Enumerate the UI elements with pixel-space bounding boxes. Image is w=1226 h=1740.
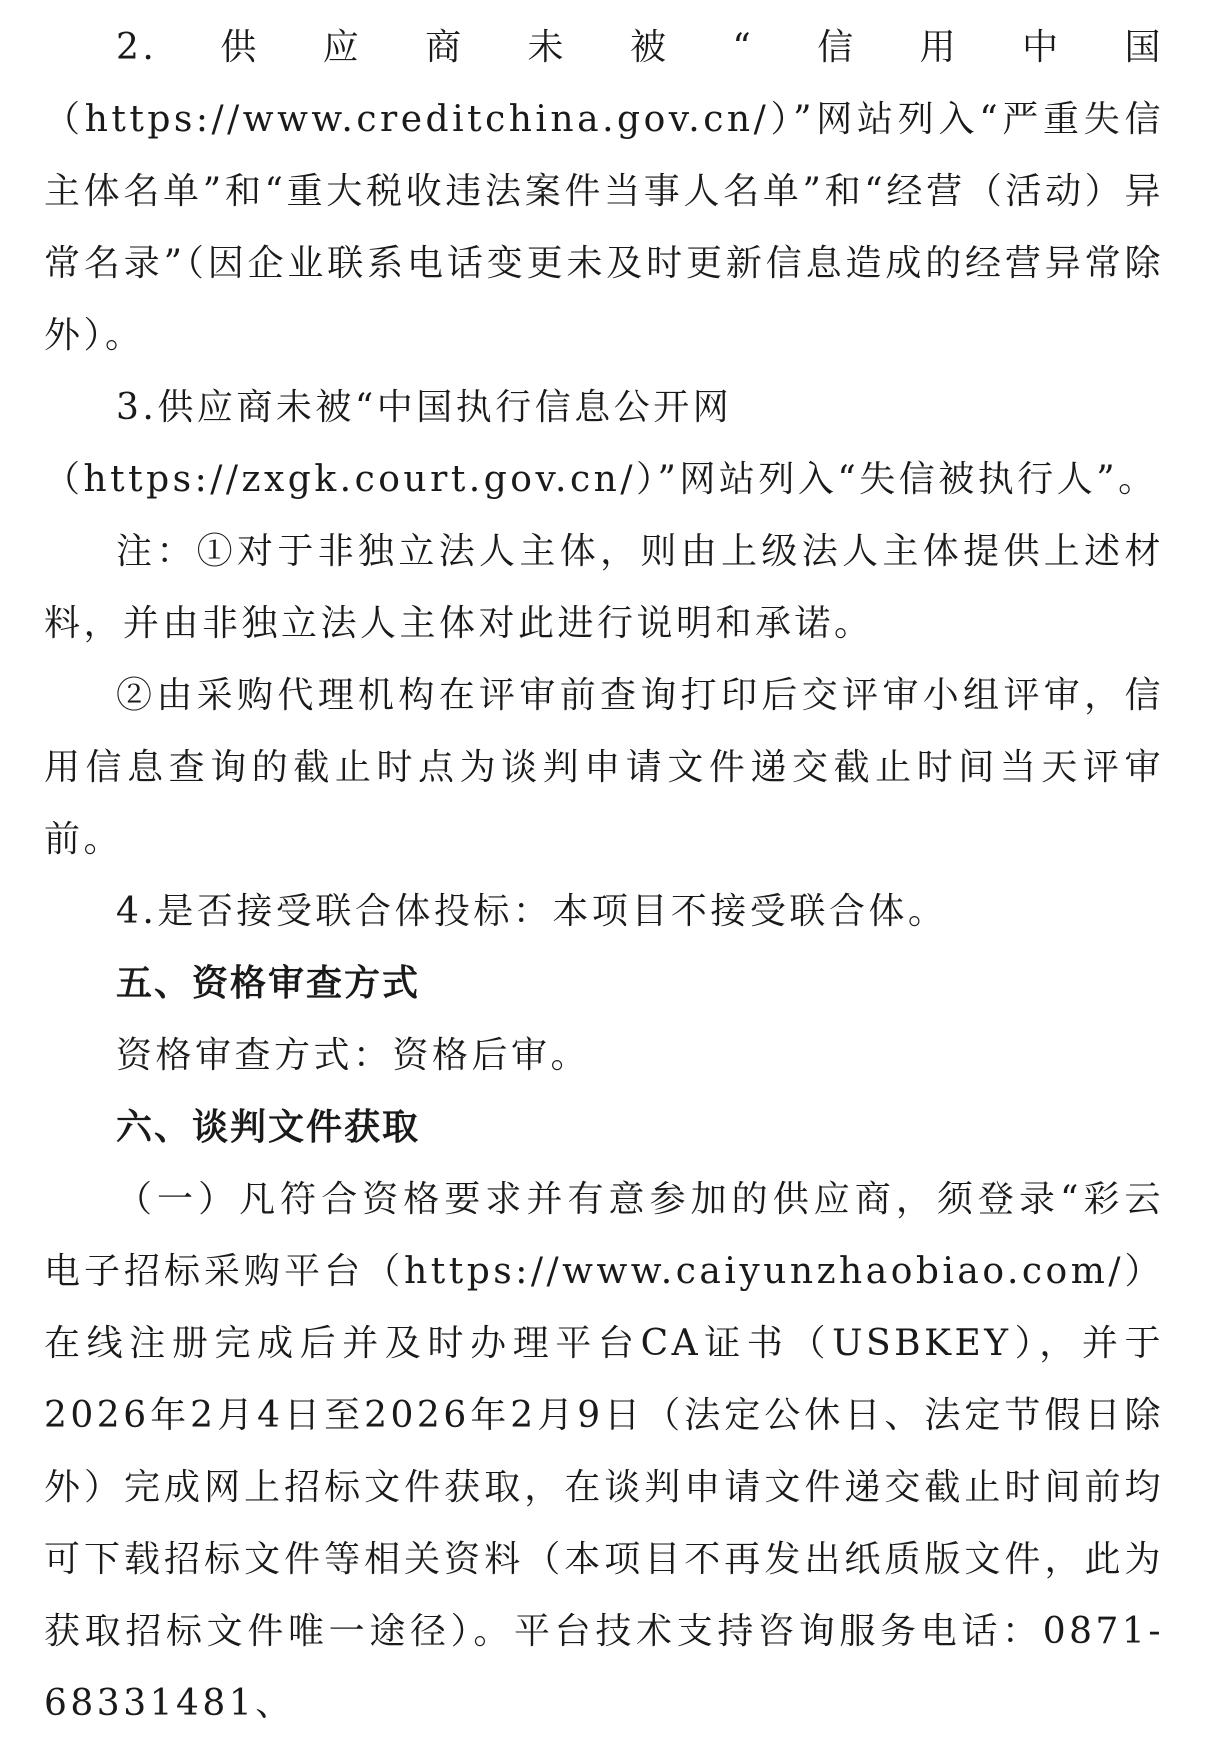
paragraph-requirement-3-line2: （https://zxgk.court.gov.cn/）”网站列入“失信被执行人”。 <box>44 459 1158 500</box>
paragraph-section-5: 资格审查方式：资格后审。 <box>116 1035 591 1076</box>
paragraph-requirement-3-line1: 3.供应商未被“中国执行信息公开网 <box>116 387 733 428</box>
section-heading-6: 六、谈判文件获取 <box>116 1107 421 1148</box>
paragraph-requirement-4: 4.是否接受联合体投标：本项目不接受联合体。 <box>116 891 948 932</box>
paragraph-requirement-2: 2.供应商未被“信用中国（https://www.creditchina.gov.cn/）”网站列入“严重失信主体名单”和“重大税收违法案件当事人名单”和“经营（活动）异常名录”（因企业联系电话变更未及时更新信息造成的经营异常除外）。 <box>44 27 1164 356</box>
paragraph-note-1: 注：①对于非独立法人主体，则由上级法人主体提供上述材料，并由非独立法人主体对此进行说明和承诺。 <box>44 531 1164 644</box>
section-heading-5: 五、资格审查方式 <box>116 963 421 1004</box>
paragraph-section-6: （一）凡符合资格要求并有意参加的供应商，须登录“彩云电子招标采购平台（https://www.caiyunzhaobiao.com/）在线注册完成后并及时办理平台CA证书（USBKEY），并于2026年2月4日至2026年2月9日（法定公休日、法定节假日除外）完成网上招标文件获取，在谈判申请文件递交截止时间前均可下载招标文件等相关资料（本项目不再发出纸质版文件，此为获取招标文件唯一途径）。平台技术支持咨询服务电话：0871-68331481、 <box>44 1179 1164 1724</box>
paragraph-note-2: ②由采购代理机构在评审前查询打印后交评审小组评审，信用信息查询的截止时点为谈判申请文件递交截止时间当天评审前。 <box>44 675 1164 860</box>
